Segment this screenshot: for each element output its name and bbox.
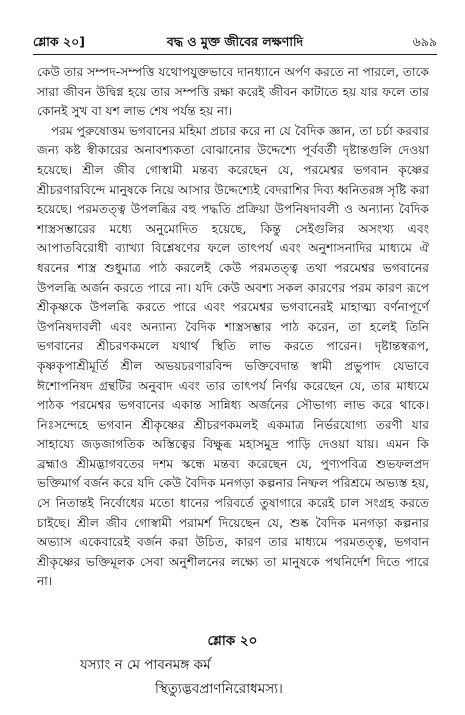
page-number: ৬৯৯: [412, 34, 437, 49]
verse-line-2: স্থিত্যুদ্ভবপ্রাণনিরোধমস্য।: [155, 681, 283, 697]
verse-reference: শ্লোক ২০]: [33, 34, 85, 49]
header-divider: [33, 54, 437, 55]
running-header: [33, 34, 437, 54]
purport-paragraph-2: পরম পুরুষোত্তম ভগবানের মহিমা প্রচার করে না যে বৈদিক জ্ঞান, তা চর্চা করবার জন্য কষ্ট স্বীকারের অনাবশ্যকতা বোঝানোর উদ্দেশ্যে পূর্ববর্তী দৃষ্টান্তগুলি দেওয়া হয়েছে। শ্রীল জীব গোস্বামী মন্তব্য করেছেন যে, পরমেশ্বর ভগবান কৃষ্ণের শ্রীচরণারবিন্দে মানুষকে নিয়ে আসার উদ্দেশ্যেই বেদরাশির দিব্য ধ্বনিতরঙ্গ সৃষ্টি করা হয়েছে। পরমতত্ত্ব উপলব্ধির বহু পদ্ধতি প্রক্রিয়া উপনিষদাবলী ও অন্যান্য বৈদিক শাস্ত্রসম্ভারের মধ্যে অনুমোদিত হয়েছে, কিন্তু সেইগুলির অসংখ্য এবং আপাতবিরোধী ব্যাখ্যা বিশ্লেষণের ফলে তাৎপর্য এবং অনুশাসনাদির মাধ্যমে ঐ ধরনের শাস্ত্র শুধুমাত্র পাঠ করলেই কেউ পরমতত্ত্ব তথা পরমেশ্বর ভগবানের উপলব্ধি অর্জন করতে পারে না। যদি কেউ অবশ্য সকল কারণের পরম কারণ রূপে শ্রীকৃষ্ণকে উপলব্ধি করতে পারে এবং পরমেশ্বর ভগবানেরই মাহাত্ম্য বর্ণনাপূর্ণে উপনিষদাবলী এবং অন্যান্য বৈদিক শাস্ত্রসম্ভার পাঠ করেন, তা হলেই তিনি ভগবানের শ্রীচরণকমলে যথার্থ স্থিতি লাভ করতে পারেন। দৃষ্টান্তস্বরূপ, কৃষ্ণকৃপাশ্রীমূর্তি শ্রীল অভয়চরণারবিন্দ ভক্তিবেদান্ত স্বামী প্রভুপাদ যেভাবে ঈশোপনিষদ গ্রন্থটির অনুবাদ এবং তার তাৎপর্য নির্ণয় করেছেন যে, তার মাধ্যমে পাঠক পরমেশ্বর ভগবানের একান্ত সান্নিধ্য অর্জনের সৌভাগ্য লাভ করে থাকে। নিঃসন্দেহে ভগবান শ্রীকৃষ্ণের শ্রীচরণকমলই একমাত্র নির্ভরযোগ্য তরণী যার সাহায্যে জড়জাগতিক অস্তিত্বের বিক্ষুব্ধ মহাসমুদ্র পাড়ি দেওয়া যায়। এমন কি ব্রহ্মাও শ্রীমদ্ভাগবতের দশম স্কন্ধে মন্তব্য করেছেন যে, পুণ্যপবিত্র শুভফলপ্রদ ভক্তিমার্গ বর্জন করে যদি কেউ বৈদিক মনগড়া কল্পনার নিষ্ফল পরিশ্রমে অভ্যস্ত হয়, সে নিতান্তই নির্বোধের মতো ধানের পরিবর্তে তুষাগারে করেই চাল সংগ্রহ করতে চাইছে। শ্রীল জীব গোস্বামী পরামর্শ দিয়েছেন যে, শুষ্ক বৈদিক মনগড়া কল্পনার অভ্যাস একেবারেই বর্জন করা উচিত, কারণ তার মাধ্যমে পরমতত্ত্ব, ভগবান শ্রীকৃষ্ণের ভক্তিমূলক সেবা অনুশীলনের লক্ষ্যে তা মানুষকে পথনির্দেশ দিতে পারে না।: [37, 123, 429, 589]
purport-body: [37, 63, 429, 592]
chapter-title: বদ্ধ ও মুক্ত জীবের লক্ষণাদি: [166, 34, 304, 49]
purport-paragraph-1: কেউ তার সম্পদ-সম্পত্তি যথোপযুক্তভাবে দানধ্যানে অর্পণ করতে না পারলে, তাকে সারা জীবন উদ্বিগ্ন হয়ে তার সম্পত্তি রক্ষা করেই জীবন কাটাতে হয় যার ফলে তার কোনই সুখ বা যশ লাভ শেষ পর্যন্ত হয় না।: [37, 65, 429, 119]
verse-line-1: যস্যাং ন মে পাবনমঙ্গ কর্ম: [80, 657, 211, 673]
verse-heading: শ্লোক ২০: [207, 633, 258, 649]
